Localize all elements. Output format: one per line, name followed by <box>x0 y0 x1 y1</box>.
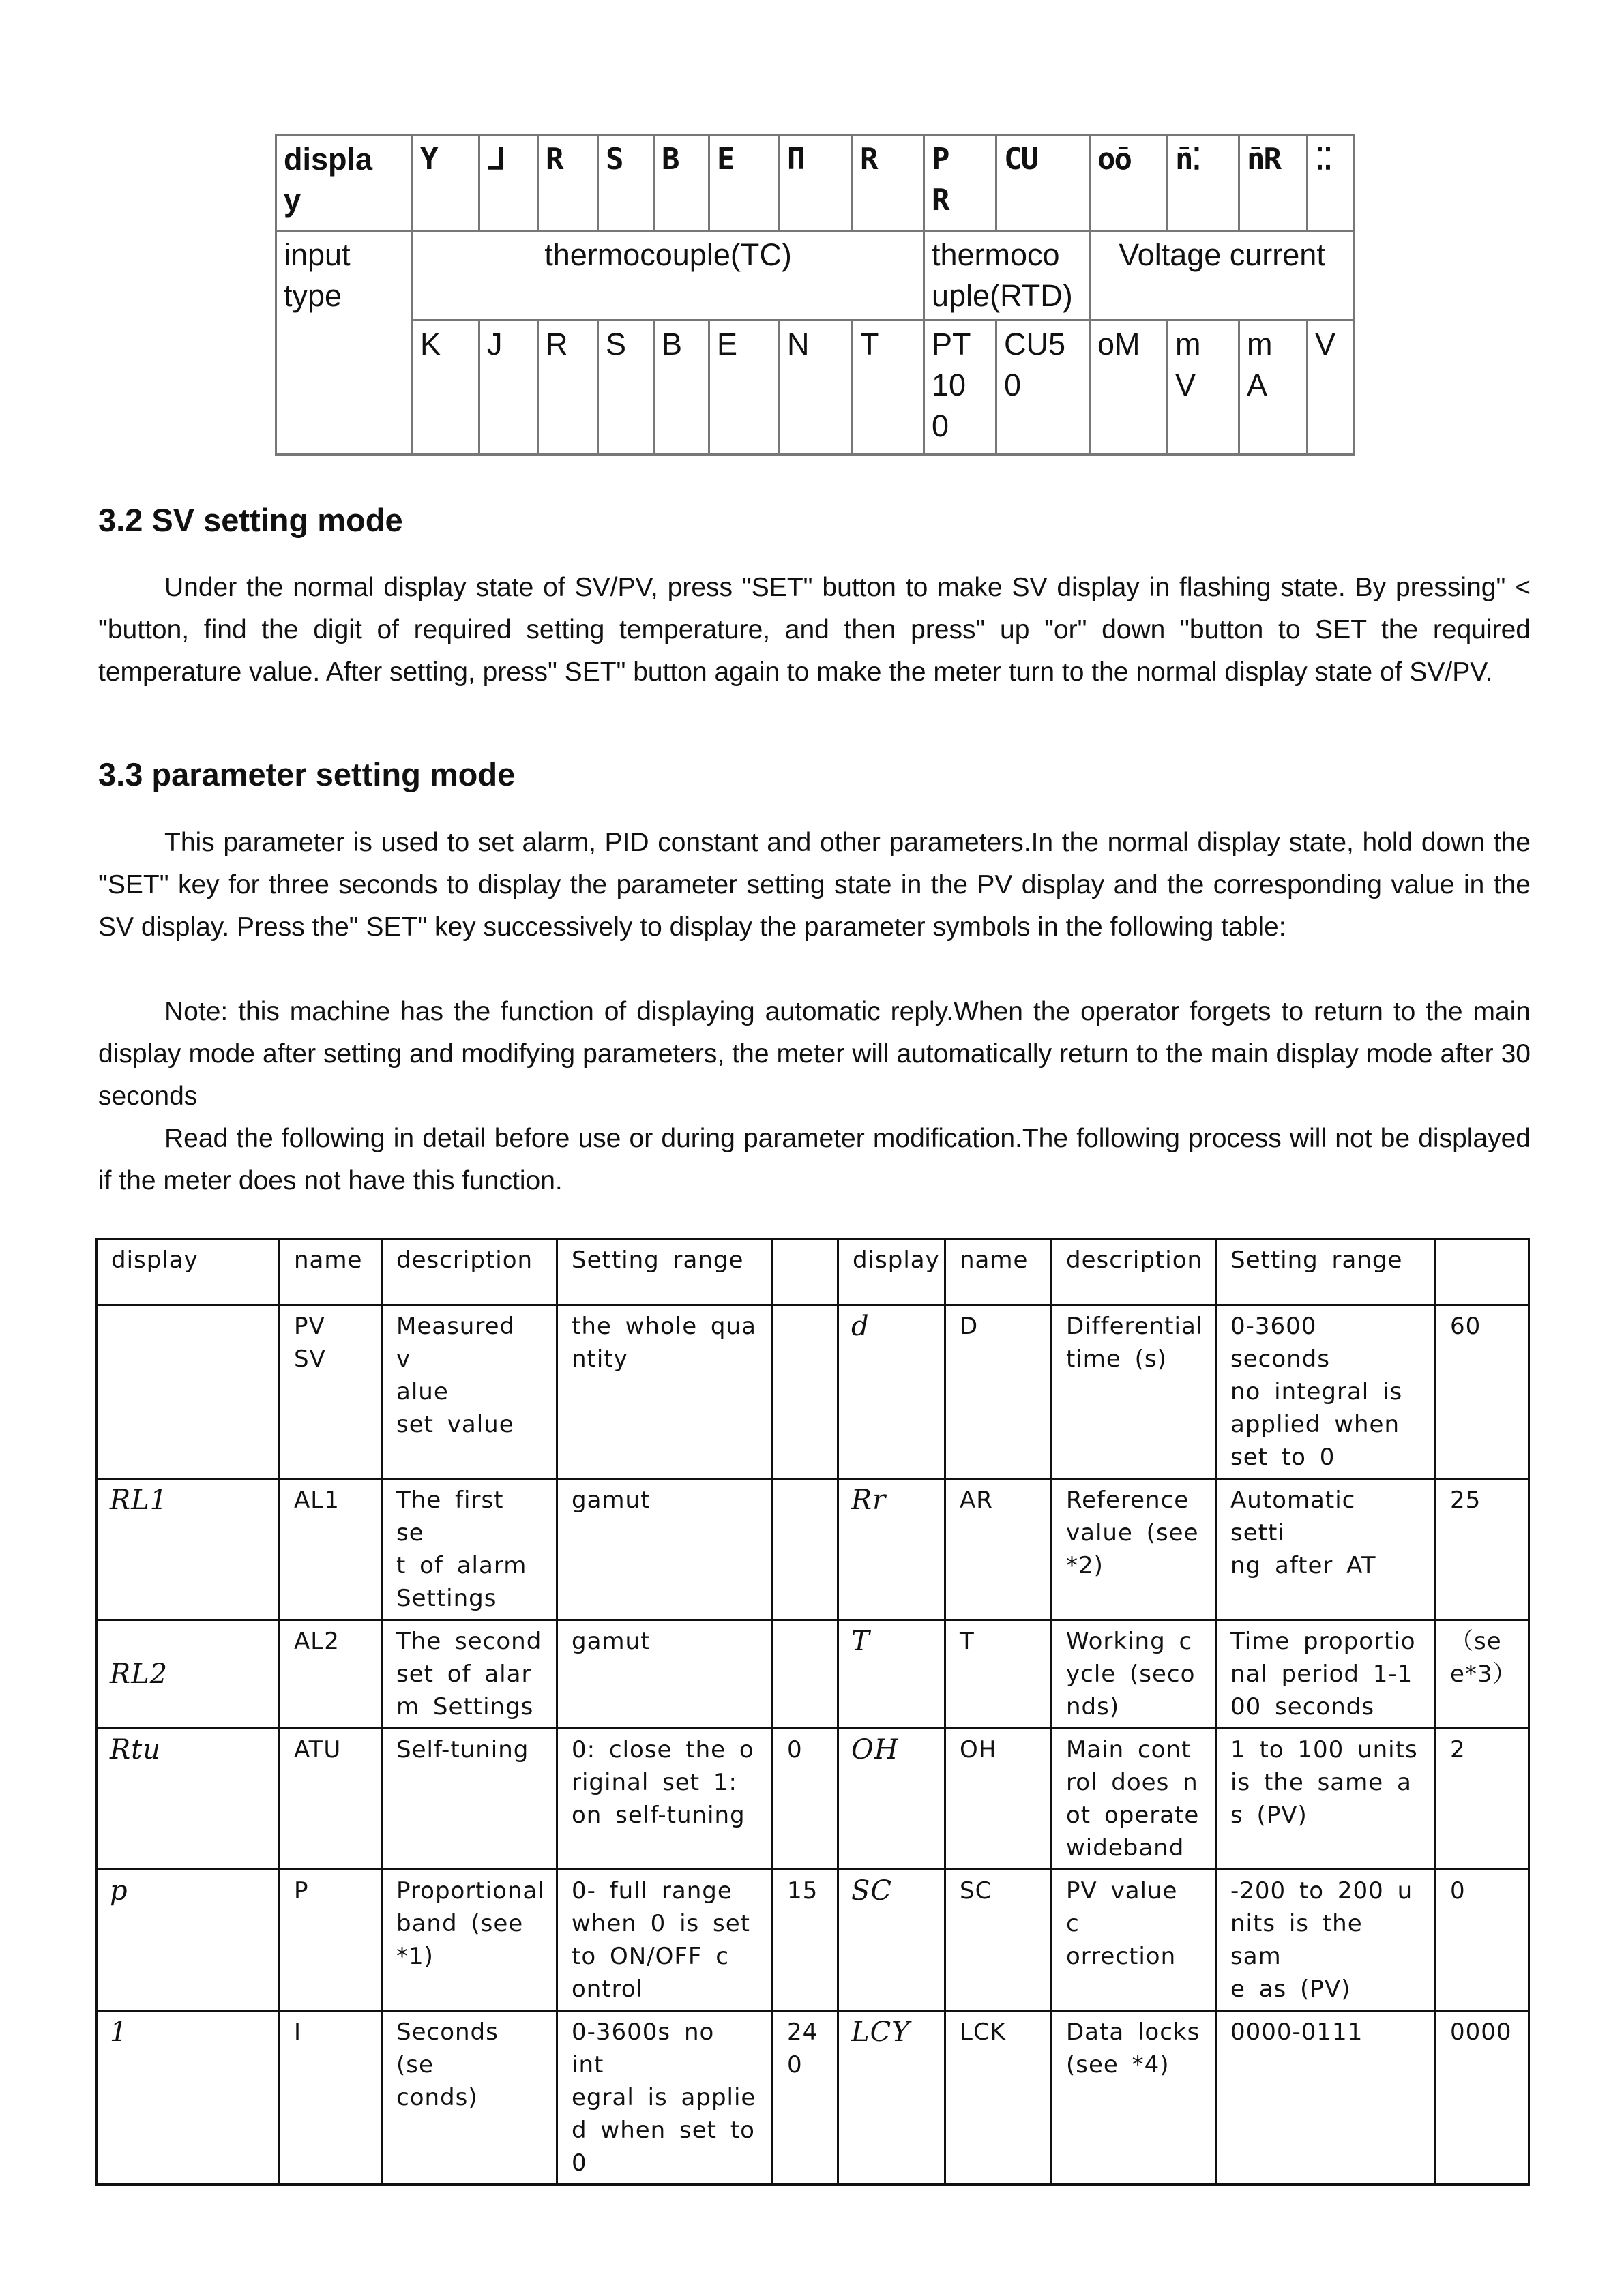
section-heading-sv-setting: 3.2 SV setting mode <box>98 502 403 538</box>
display-glyph: B <box>654 136 709 231</box>
setting-range: 0: close the o riginal set 1: on self-tuning <box>557 1729 773 1870</box>
table-row <box>97 1479 1529 1620</box>
note-paragraph: Note: this machine has the function of displaying automatic reply.When the operator forgets to return to the main display mode after setting and modifying parameters, the meter will automatically return to the main display mode after 30 seconds <box>98 997 1531 1111</box>
param-name: LCK <box>945 2011 1052 2185</box>
default-value: 0 <box>773 1729 838 1870</box>
default-value: 15 <box>773 1870 838 2011</box>
display-symbol <box>97 1305 280 1479</box>
input-type-value: S <box>598 320 654 455</box>
param-description: Working c ycle (seco nds) <box>1052 1620 1216 1729</box>
param-name: AR <box>945 1479 1052 1620</box>
default-value: 2 <box>1436 1729 1529 1870</box>
input-type-group: Voltage current <box>1090 231 1355 320</box>
param-description: Reference value (see *2) <box>1052 1479 1216 1620</box>
param-name: P <box>280 1870 382 2011</box>
default-value: 0 <box>1436 1870 1529 2011</box>
column-header <box>773 1239 838 1305</box>
input-type-value: K <box>413 320 479 455</box>
table-row <box>97 1729 1529 1870</box>
setting-range: the whole qua ntity <box>557 1305 773 1479</box>
display-symbol: RL2 <box>97 1620 280 1729</box>
setting-range: -200 to 200 u nits is the sam e as (PV) <box>1216 1870 1436 2011</box>
param-description: Data locks (see *4) <box>1052 2011 1216 2185</box>
display-symbol: p <box>97 1870 280 2011</box>
column-header: Setting range <box>1216 1239 1436 1305</box>
display-glyph: ⁚⁚ <box>1308 136 1355 231</box>
display-symbol: Rtu <box>97 1729 280 1870</box>
column-header: display <box>838 1239 945 1305</box>
param-name: T <box>945 1620 1052 1729</box>
param-name: ATU <box>280 1729 382 1870</box>
input-type-value: N <box>780 320 853 455</box>
column-header: display <box>97 1239 280 1305</box>
setting-range: Time proportio nal period 1-1 00 seconds <box>1216 1620 1436 1729</box>
column-header: name <box>280 1239 382 1305</box>
parameter-table <box>95 1238 1530 2186</box>
input-type-value: J <box>479 320 538 455</box>
setting-range: Automatic setti ng after AT <box>1216 1479 1436 1620</box>
default-value: 0000 <box>1436 2011 1529 2185</box>
input-type-value: oM <box>1090 320 1168 455</box>
input-type-value: T <box>853 320 924 455</box>
display-symbol: d <box>838 1305 945 1479</box>
column-header: description <box>382 1239 557 1305</box>
input-type-value: R <box>538 320 598 455</box>
display-glyph: P R <box>924 136 996 231</box>
input-type-value: CU5 0 <box>996 320 1090 455</box>
display-label: displa y <box>276 136 413 231</box>
display-symbol: OH <box>838 1729 945 1870</box>
table-row <box>97 2011 1529 2185</box>
display-glyph: Y <box>413 136 479 231</box>
default-value: 60 <box>1436 1305 1529 1479</box>
table-row <box>97 1870 1529 2011</box>
setting-range: gamut <box>557 1620 773 1729</box>
default-value <box>773 1479 838 1620</box>
column-header: description <box>1052 1239 1216 1305</box>
param-description: Self-tuning <box>382 1729 557 1870</box>
input-type-table <box>275 134 1355 456</box>
sv-setting-paragraph: Under the normal display state of SV/PV, press "SET" button to make SV display in flashing state. By pressing" < "button, find the digit of required setting temperature, and then press" up "or" down "button to SET the required temperature value. After setting, press" SET" button again to make the meter turn to the normal display state of SV/PV. <box>98 573 1531 687</box>
default-value <box>773 1620 838 1729</box>
input-type-value: m A <box>1239 320 1308 455</box>
display-glyph: oō <box>1090 136 1168 231</box>
param-description: Measured v alue set value <box>382 1305 557 1479</box>
param-name: AL1 <box>280 1479 382 1620</box>
display-symbol: SC <box>838 1870 945 2011</box>
display-symbol: 1 <box>97 2011 280 2185</box>
input-type-value: B <box>654 320 709 455</box>
display-glyph: n̄⁚ <box>1168 136 1239 231</box>
display-symbol: T <box>838 1620 945 1729</box>
display-glyph: CU <box>996 136 1090 231</box>
default-value: 24 0 <box>773 2011 838 2185</box>
setting-range: 1 to 100 units is the same a s (PV) <box>1216 1729 1436 1870</box>
param-name: I <box>280 2011 382 2185</box>
param-description: Differential time (s) <box>1052 1305 1216 1479</box>
column-header: name <box>945 1239 1052 1305</box>
display-symbol: Rr <box>838 1479 945 1620</box>
display-glyph: ᒧ <box>479 136 538 231</box>
param-name: PV SV <box>280 1305 382 1479</box>
display-glyph: R <box>538 136 598 231</box>
display-glyph: S <box>598 136 654 231</box>
table-row <box>97 1620 1529 1729</box>
display-symbol: RL1 <box>97 1479 280 1620</box>
display-glyph: E <box>709 136 780 231</box>
setting-range: 0-3600 seconds no integral is applied when set to 0 <box>1216 1305 1436 1479</box>
setting-range: 0000-0111 <box>1216 2011 1436 2185</box>
param-description: The second set of alar m Settings <box>382 1620 557 1729</box>
input-type-label: input type <box>276 231 413 455</box>
parameter-intro-paragraph: This parameter is used to set alarm, PID constant and other parameters.In the normal display state, hold down the "SET" key for three seconds to display the parameter setting state in the PV display and the corresponding value in the SV display. Press the" SET" key successively to display the parameter symbols in the following table: <box>98 828 1531 942</box>
section-heading-parameter-setting: 3.3 parameter setting mode <box>98 756 516 792</box>
read-before-use-paragraph: Read the following in detail before use or during parameter modification.The following process will not be displayed if the meter does not have this function. <box>98 1124 1531 1195</box>
input-type-group: thermoco uple(RTD) <box>924 231 1090 320</box>
display-symbol: LCY <box>838 2011 945 2185</box>
param-description: Seconds (se conds) <box>382 2011 557 2185</box>
display-glyph: Π <box>780 136 853 231</box>
param-name: OH <box>945 1729 1052 1870</box>
param-description: The first se t of alarm Settings <box>382 1479 557 1620</box>
param-description: Main cont rol does n ot operate wideband <box>1052 1729 1216 1870</box>
param-description: PV value c orrection <box>1052 1870 1216 2011</box>
default-value <box>773 1305 838 1479</box>
param-description: Proportional band (see *1) <box>382 1870 557 2011</box>
default-value: 25 <box>1436 1479 1529 1620</box>
setting-range: gamut <box>557 1479 773 1620</box>
column-header: Setting range <box>557 1239 773 1305</box>
default-value: （se e*3） <box>1436 1620 1529 1729</box>
input-type-group: thermocouple(TC) <box>413 231 924 320</box>
input-type-value: E <box>709 320 780 455</box>
display-glyph: n̄R <box>1239 136 1308 231</box>
input-type-value: m V <box>1168 320 1239 455</box>
input-type-value: V <box>1308 320 1355 455</box>
column-header <box>1436 1239 1529 1305</box>
param-name: D <box>945 1305 1052 1479</box>
param-name: SC <box>945 1870 1052 2011</box>
setting-range: 0-3600s no int egral is applie d when set to 0 <box>557 2011 773 2185</box>
table-header-row <box>97 1239 1529 1305</box>
input-type-value: PT 10 0 <box>924 320 996 455</box>
table-row <box>97 1305 1529 1479</box>
param-name: AL2 <box>280 1620 382 1729</box>
display-glyph: R <box>853 136 924 231</box>
setting-range: 0- full range when 0 is set to ON/OFF c ontrol <box>557 1870 773 2011</box>
